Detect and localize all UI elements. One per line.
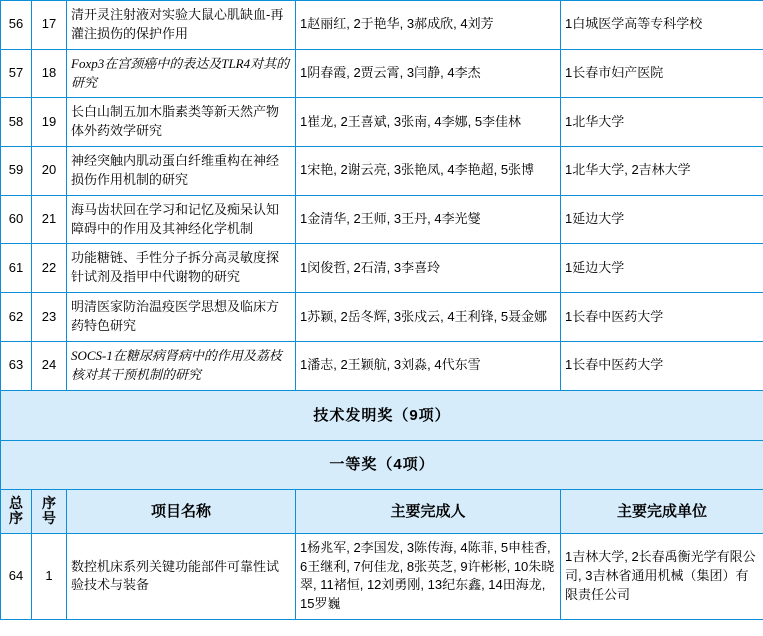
cell-unit: 1长春市妇产医院: [561, 49, 763, 98]
cell-unit: 1北华大学: [561, 98, 763, 147]
table-row: [1, 293, 763, 342]
header-total: [1, 490, 32, 534]
subsection-header-row: [1, 441, 763, 490]
cell-project-name: 功能糖链、手性分子拆分高灵敏度探针试剂及指甲中代谢物的研究: [67, 244, 296, 293]
cell-seq: 22: [32, 244, 67, 293]
cell-people: 1崔龙, 2王喜斌, 3张南, 4李娜, 5李佳林: [296, 98, 561, 147]
cell-total: 58: [1, 98, 32, 147]
cell-total: 62: [1, 293, 32, 342]
header-total-line2: 序: [9, 510, 23, 527]
header-seq: [32, 490, 67, 534]
header-seq-line2: 号: [42, 510, 56, 527]
cell-people: 1赵丽红, 2于艳华, 3郝成欣, 4刘芳: [296, 1, 561, 50]
cell-total: 60: [1, 195, 32, 244]
header-people: 主要完成人: [296, 490, 561, 534]
cell-people: 1阴春霞, 2贾云霄, 3闫静, 4李杰: [296, 49, 561, 98]
table-row: [1, 195, 763, 244]
table-row: [1, 533, 763, 619]
cell-project-name: 清开灵注射液对实验大鼠心肌缺血-再灌注损伤的保护作用: [67, 1, 296, 50]
cell-project-name: 神经突触内肌动蛋白纤维重构在神经损伤作用机制的研究: [67, 147, 296, 196]
cell-unit: 1吉林大学, 2长春禹衡光学有限公司, 3吉林省通用机械（集团）有限责任公司: [561, 533, 763, 619]
cell-total: 64: [1, 533, 32, 619]
table-row: [1, 244, 763, 293]
cell-total: 59: [1, 147, 32, 196]
cell-seq: 17: [32, 1, 67, 50]
cell-project-name: 明清医家防治温疫医学思想及临床方药特色研究: [67, 293, 296, 342]
cell-seq: 24: [32, 341, 67, 390]
cell-project-name: SOCS-1在糖尿病肾病中的作用及荔枝核对其干预机制的研究: [67, 341, 296, 390]
cell-project-name: 海马齿状回在学习和记忆及痴呆认知障碍中的作用及其神经化学机制: [67, 195, 296, 244]
cell-project-name: 数控机床系列关键功能部件可靠性试验技术与装备: [67, 533, 296, 619]
cell-total: 63: [1, 341, 32, 390]
cell-seq: 21: [32, 195, 67, 244]
header-total-line1: 总: [9, 495, 23, 511]
cell-unit: 1白城医学高等专科学校: [561, 1, 763, 50]
table-row: [1, 98, 763, 147]
cell-people: 1宋艳, 2谢云亮, 3张艳凤, 4李艳超, 5张博: [296, 147, 561, 196]
cell-seq: 23: [32, 293, 67, 342]
header-unit: 主要完成单位: [561, 490, 763, 534]
cell-people: 1金清华, 2王师, 3王丹, 4李光燮: [296, 195, 561, 244]
cell-unit: 1延边大学: [561, 195, 763, 244]
cell-people: 1杨兆军, 2李国发, 3陈传海, 4陈菲, 5申桂香, 6王继利, 7何佳龙, 8张英芝, 9许彬彬, 10朱晓翠, 11褚恒, 12刘勇刚, 13纪东鑫, 14田海龙, 15罗巍: [296, 533, 561, 619]
cell-total: 61: [1, 244, 32, 293]
cell-project-name: Foxp3在宫颈癌中的表达及TLR4对其的研究: [67, 49, 296, 98]
cell-people: 1苏颖, 2岳冬辉, 3张戍云, 4王利锋, 5聂金娜: [296, 293, 561, 342]
section-header-row: [1, 390, 763, 441]
cell-unit: 1北华大学, 2吉林大学: [561, 147, 763, 196]
cell-people: 1潘志, 2王颖航, 3刘淼, 4代东雪: [296, 341, 561, 390]
cell-unit: 1长春中医药大学: [561, 341, 763, 390]
cell-seq: 20: [32, 147, 67, 196]
cell-people: 1闵俊哲, 2石清, 3李喜玲: [296, 244, 561, 293]
subsection-title: 一等奖（4项）: [1, 441, 763, 490]
cell-project-name: 长白山制五加木脂素类等新天然产物体外药效学研究: [67, 98, 296, 147]
cell-total: 56: [1, 1, 32, 50]
section-title: 技术发明奖（9项）: [1, 390, 763, 441]
table-row: [1, 49, 763, 98]
cell-unit: 1延边大学: [561, 244, 763, 293]
cell-total: 57: [1, 49, 32, 98]
cell-seq: 18: [32, 49, 67, 98]
cell-unit: 1长春中医药大学: [561, 293, 763, 342]
header-project-name: 项目名称: [67, 490, 296, 534]
table-row: [1, 147, 763, 196]
table-row: [1, 1, 763, 50]
table-row: [1, 341, 763, 390]
header-seq-line1: 序: [42, 495, 56, 511]
column-header-row: [1, 490, 763, 534]
cell-seq: 1: [32, 533, 67, 619]
cell-seq: 19: [32, 98, 67, 147]
